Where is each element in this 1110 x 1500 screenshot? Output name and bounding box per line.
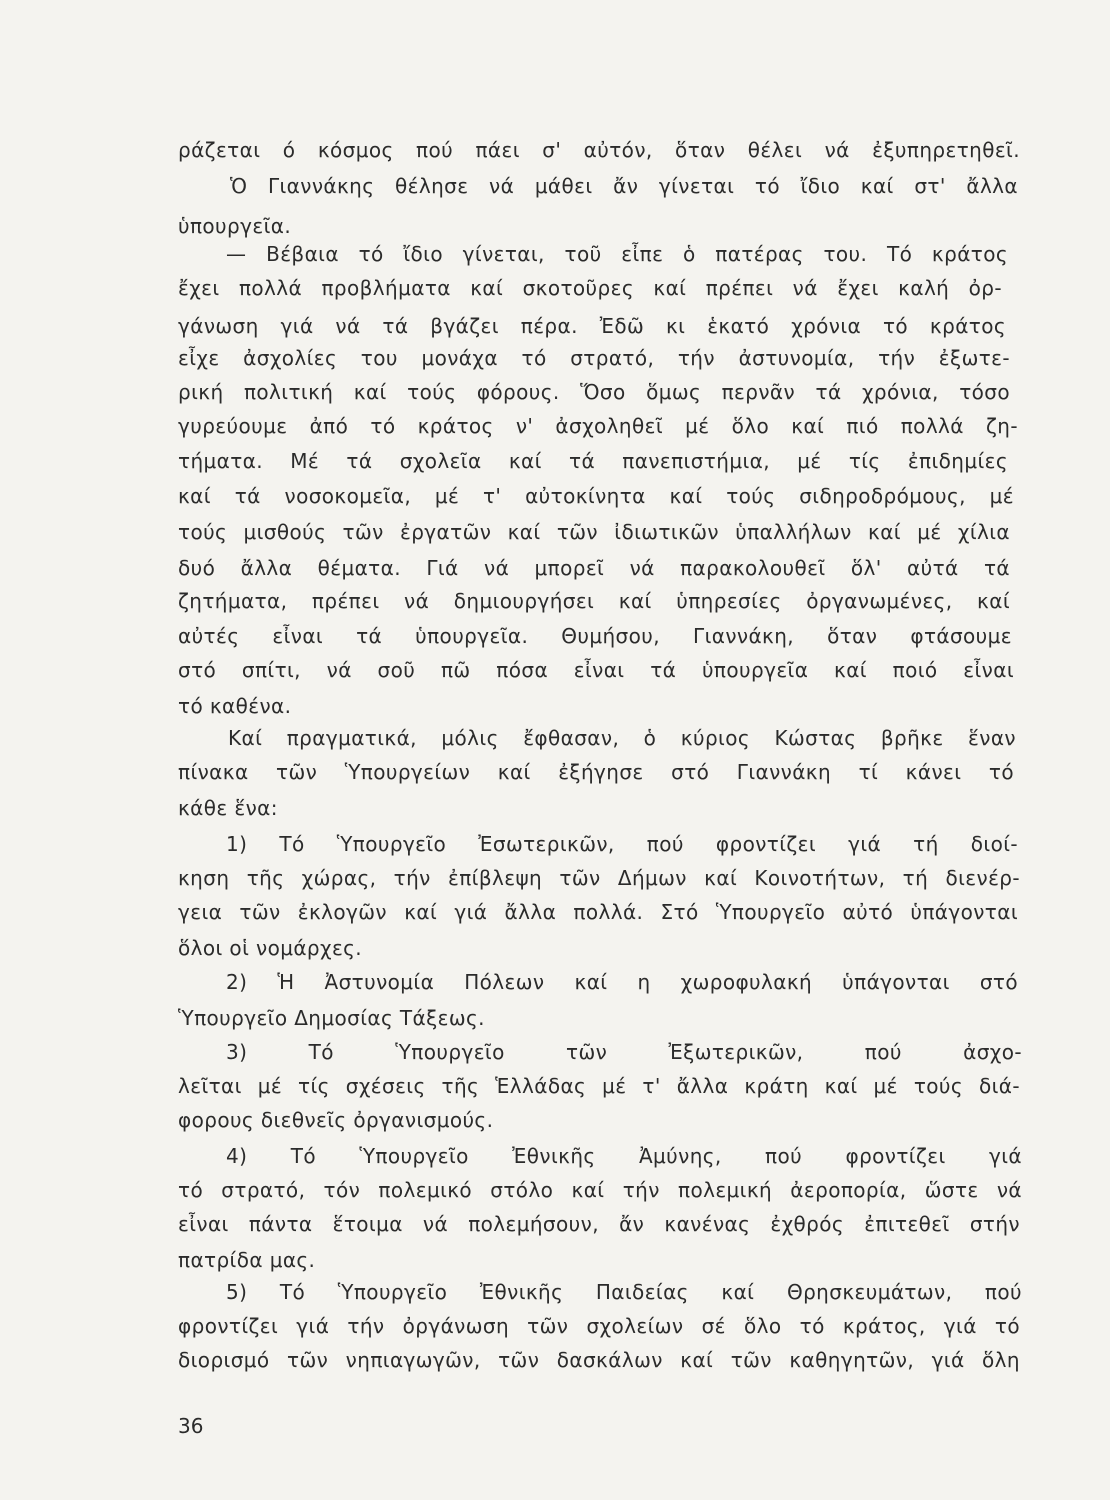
text-line: ὅλοι οἱ νομάρχες. <box>178 936 363 960</box>
text-line: ρική πολιτική καί τούς φόρους. Ὅσο ὅμως περνᾶν τά χρόνια, τόσο <box>178 380 1010 404</box>
text-line: κηση τῆς χώρας, τήν ἐπίβλεψη τῶν Δήμων καί Κοινοτήτων, τή διενέρ- <box>178 866 1020 890</box>
text-line: 2) Ἡ Ἀστυνομία Πόλεων καί η χωροφυλακή ὑπάγονται στό <box>226 970 1018 994</box>
text-line: Καί πραγματικά, μόλις ἔφθασαν, ὁ κύριος Κώστας βρῆκε ἕναν <box>228 726 1016 750</box>
text-line: στό σπίτι, νά σοῦ πῶ πόσα εἶναι τά ὑπουργεῖα καί ποιό εἶναι <box>178 658 1014 682</box>
text-line: 4) Τό Ὑπουργεῖο Ἐθνικῆς Ἀμύνης, πού φροντίζει γιά <box>226 1144 1022 1168</box>
text-line: τήματα. Μέ τά σχολεῖα καί τά πανεπιστήμια, μέ τίς ἐπιδημίες <box>178 449 1008 473</box>
text-line: ὑπουργεῖα. <box>178 214 292 238</box>
text-line: 5) Τό Ὑπουργεῖο Ἐθνικῆς Παιδείας καί Θρησκευμάτων, πού <box>226 1280 1022 1304</box>
text-line: Ὁ Γιαννάκης θέλησε νά μάθει ἄν γίνεται τό ἴδιο καί στ' ἄλλα <box>230 174 1018 198</box>
text-line: ράζεται ό κόσμος πού πάει σ' αὐτόν, ὅταν θέλει νά ἐξυπηρετηθεῖ. <box>178 138 1020 162</box>
text-line: ζητήματα, πρέπει νά δημιουργήσει καί ὑπηρεσίες ὀργανωμένες, καί <box>178 589 1010 613</box>
text-line: πίνακα τῶν Ὑπουργείων καί ἐξήγησε στό Γιαννάκη τί κάνει τό <box>178 760 1014 784</box>
text-line: 3) Τό Ὑπουργεῖο τῶν Ἐξωτερικῶν, πού ἀσχο- <box>226 1040 1022 1064</box>
text-line: Ὑπουργεῖο Δημοσίας Τάξεως. <box>178 1006 485 1030</box>
text-line: λεῖται μέ τίς σχέσεις τῆς Ἑλλάδας μέ τ' ἄλλα κράτη καί μέ τούς διά- <box>178 1074 1020 1098</box>
text-line: αὐτές εἶναι τά ὑπουργεῖα. Θυμήσου, Γιαννάκη, ὅταν φτάσουμε <box>178 624 1012 648</box>
text-line: γεια τῶν ἐκλογῶν καί γιά ἄλλα πολλά. Στό Ὑπουργεῖο αὐτό ὑπάγονται <box>178 900 1018 924</box>
text-line: κάθε ἕνα: <box>178 796 278 820</box>
text-line: ἔχει πολλά προβλήματα καί σκοτοῦρες καί πρέπει νά ἔχει καλή ὀρ- <box>178 276 1002 300</box>
text-line: γυρεύουμε ἀπό τό κράτος ν' ἀσχοληθεῖ μέ ὅλο καί πιό πολλά ζη- <box>178 414 1018 438</box>
text-line: εἶχε ἀσχολίες του μονάχα τό στρατό, τήν ἀστυνομία, τήν ἐξωτε- <box>178 346 1010 370</box>
text-line: δυό ἄλλα θέματα. Γιά νά μπορεῖ νά παρακολουθεῖ ὅλ' αὐτά τά <box>178 556 1010 580</box>
text-line: γάνωση γιά νά τά βγάζει πέρα. Ἐδῶ κι ἑκατό χρόνια τό κράτος <box>178 314 1006 338</box>
text-line: τό στρατό, τόν πολεμικό στόλο καί τήν πολεμική ἀεροπορία, ὥστε νά <box>178 1178 1022 1202</box>
text-line: καί τά νοσοκομεῖα, μέ τ' αὐτοκίνητα καί τούς σιδηροδρόμους, μέ <box>178 484 1014 508</box>
page-number: 36 <box>178 1414 204 1438</box>
text-line: φορους διεθνεῖς ὀργανισμούς. <box>178 1108 494 1132</box>
text-line: διορισμό τῶν νηπιαγωγῶν, τῶν δασκάλων καί τῶν καθηγητῶν, γιά ὅλη <box>178 1348 1020 1372</box>
text-line: τό καθένα. <box>178 694 292 718</box>
text-line: — Βέβαια τό ἴδιο γίνεται, τοῦ εἶπε ὁ πατέρας του. Τό κράτος <box>226 242 1008 266</box>
text-line: τούς μισθούς τῶν ἐργατῶν καί τῶν ἰδιωτικῶν ὑπαλλήλων καί μέ χίλια <box>178 520 1010 544</box>
text-line: 1) Τό Ὑπουργεῖο Ἐσωτερικῶν, πού φροντίζει γιά τή διοί- <box>226 832 1018 856</box>
text-line: εἶναι πάντα ἕτοιμα νά πολεμήσουν, ἄν κανένας ἐχθρός ἐπιτεθεῖ στήν <box>178 1212 1020 1236</box>
text-line: φροντίζει γιά τήν ὀργάνωση τῶν σχολείων σέ ὅλο τό κράτος, γιά τό <box>178 1314 1020 1338</box>
text-line: πατρίδα μας. <box>178 1248 316 1272</box>
